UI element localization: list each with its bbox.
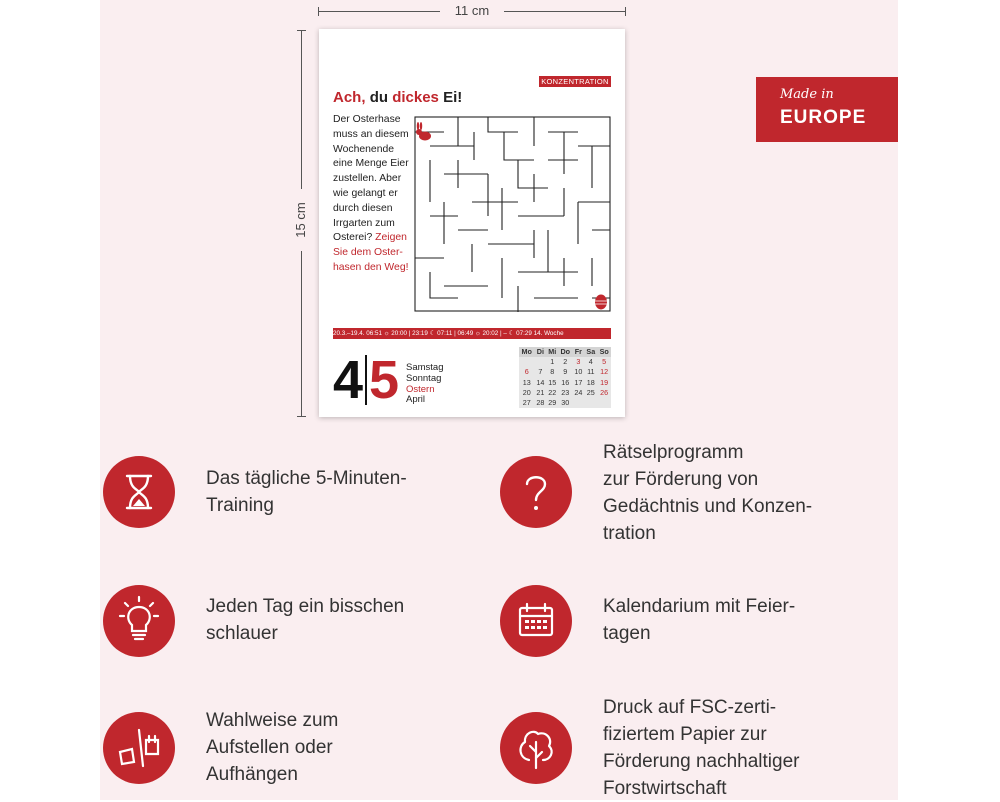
mini-calendar-day: 24 <box>574 387 583 397</box>
puzzle-description <box>333 113 409 276</box>
feature-line: Druck auf FSC-zerti- <box>603 697 777 718</box>
mini-calendar-weekday: Do <box>558 347 572 357</box>
mini-calendar-day: 7 <box>538 367 543 377</box>
easter-egg-icon <box>595 295 607 310</box>
day-names <box>406 363 444 406</box>
feature-line: zur Förderung von <box>603 469 759 490</box>
description-line: Sie dem Oster- <box>333 247 403 259</box>
feature-smarter-daily <box>206 593 476 647</box>
tree-icon <box>500 712 572 784</box>
rabbit-icon <box>416 122 431 141</box>
feature-daily-training <box>206 465 476 519</box>
feature-line: Aufstellen oder <box>206 737 333 758</box>
date-sunday-number: 5 <box>369 350 400 410</box>
mini-calendar-week-row <box>519 367 611 377</box>
category-tag: KONZENTRATION <box>539 76 611 87</box>
mini-calendar-day: 11 <box>587 367 595 377</box>
mini-calendar-day: 5 <box>602 357 607 367</box>
mini-calendar-week-row <box>519 378 611 388</box>
calendar-icon <box>500 585 572 657</box>
mini-calendar-day: 22 <box>548 387 557 397</box>
feature-line: fiziertem Papier zur <box>603 724 767 745</box>
mini-calendar-weekday: Sa <box>584 347 597 357</box>
date-divider <box>365 355 367 405</box>
feature-line: Jeden Tag ein bisschen <box>206 596 405 617</box>
mini-calendar-day: 21 <box>536 387 545 397</box>
mini-calendar-day: 25 <box>586 387 595 397</box>
question-mark-icon <box>500 456 572 528</box>
title-part-1: Ach, <box>333 89 366 106</box>
title-part-2: du <box>369 89 389 106</box>
mini-calendar-day: 14 <box>536 377 545 387</box>
feature-puzzle-program <box>603 439 873 547</box>
feature-line: tagen <box>603 623 651 644</box>
mini-calendar-day: 30 <box>561 398 570 408</box>
month-name: April <box>406 394 426 406</box>
mini-calendar-day <box>519 357 534 367</box>
description-line: Der Osterhase <box>333 114 401 125</box>
made-in-europe-badge <box>756 77 898 142</box>
mini-calendar-day: 15 <box>548 377 557 387</box>
title-part-3: dickes <box>392 89 439 106</box>
mini-calendar-day: 9 <box>563 367 568 377</box>
mini-calendar-week-row <box>519 398 611 408</box>
mini-calendar-day: 3 <box>576 357 581 367</box>
description-line: durch diesen <box>333 202 393 214</box>
mini-calendar-day <box>572 398 584 408</box>
mini-calendar-day: 10 <box>574 367 583 377</box>
mini-calendar-day <box>597 398 611 408</box>
mini-calendar-day: 19 <box>600 377 609 387</box>
mini-calendar-day: 8 <box>550 367 555 377</box>
feature-stand-or-hang <box>206 707 476 788</box>
mini-calendar-day <box>534 357 546 367</box>
mini-calendar-weekday: Mo <box>519 347 534 357</box>
mini-calendar-day: 28 <box>536 398 545 408</box>
lightbulb-icon <box>103 585 175 657</box>
mini-calendar-day: 12 <box>600 367 609 377</box>
description-line: muss an diesem <box>333 128 409 140</box>
feature-line: Rätselprogramm <box>603 442 744 463</box>
mini-calendar-weekday: So <box>597 347 611 357</box>
mini-calendar-weekday: Di <box>534 347 546 357</box>
description-line: Irrgarten zum <box>333 217 395 229</box>
maze-puzzle <box>414 116 611 312</box>
feature-fsc-paper <box>603 694 873 802</box>
feature-line: Wahlweise zum <box>206 710 339 731</box>
description-line: Wochenende <box>333 143 395 155</box>
calendar-page-preview <box>319 29 625 417</box>
holiday-name: Ostern <box>406 383 435 395</box>
badge-made-in: Made in <box>780 87 834 102</box>
description-highlight: Zeigen <box>375 232 407 244</box>
feature-line: Gedächtnis und Konzen- <box>603 496 813 517</box>
mini-calendar-day: 2 <box>563 357 568 367</box>
date-saturday-number: 4 <box>333 350 364 410</box>
mini-calendar-week-row <box>519 357 611 367</box>
feature-line: Kalendarium mit Feier- <box>603 596 796 617</box>
hourglass-icon <box>103 456 175 528</box>
mini-calendar-day: 29 <box>548 398 557 408</box>
height-dimension-label: 15 cm <box>291 189 311 251</box>
mini-calendar-day: 13 <box>522 377 531 387</box>
mini-calendar-day: 17 <box>574 377 583 387</box>
title-part-4: Ei! <box>443 89 463 106</box>
mini-calendar-day: 26 <box>600 387 609 397</box>
puzzle-title <box>333 89 462 106</box>
width-dimension-label: 11 cm <box>440 0 504 22</box>
mini-calendar-day: 6 <box>524 367 529 377</box>
description-line: hasen den Weg! <box>333 261 409 273</box>
mini-calendar-day: 27 <box>522 398 531 408</box>
feature-line: schlauer <box>206 623 278 644</box>
description-text: Osterei? <box>333 232 373 244</box>
mini-calendar-day: 4 <box>588 357 593 367</box>
mini-calendar-day: 23 <box>561 387 570 397</box>
description-line: eine Menge Eier <box>333 158 409 170</box>
mini-calendar-day: 20 <box>522 387 531 397</box>
description-line: zustellen. Aber <box>333 173 402 185</box>
description-line <box>333 231 409 246</box>
mini-calendar-day: 18 <box>586 377 595 387</box>
day-name: Sonntag <box>406 372 442 384</box>
description-line: wie gelangt er <box>333 187 398 199</box>
feature-line: Training <box>206 495 274 516</box>
mini-calendar-day <box>584 398 597 408</box>
feature-holiday-calendar <box>603 593 873 647</box>
mini-calendar-week-row <box>519 388 611 398</box>
mini-calendar-day: 1 <box>550 357 555 367</box>
feature-line: tration <box>603 523 656 544</box>
badge-region: EUROPE <box>780 107 867 128</box>
mini-calendar-header-row <box>519 347 611 357</box>
mini-month-calendar <box>519 347 611 408</box>
mini-calendar-weekday: Fr <box>572 347 584 357</box>
stand-hang-icon <box>103 712 175 784</box>
mini-calendar-day: 16 <box>561 377 570 387</box>
feature-line: Aufhängen <box>206 764 298 785</box>
feature-line: Förderung nachhaltiger <box>603 751 800 772</box>
feature-line: Forstwirtschaft <box>603 778 727 799</box>
day-name: Samstag <box>406 362 444 373</box>
mini-calendar-weekday: Mi <box>548 347 557 356</box>
feature-line: Das tägliche 5-Minuten- <box>206 468 407 489</box>
info-strip: 20.3.–19.4. 06:51 ☼ 20:00 | 23:19 ☾ 07:11 | 06:49 ☼ 20:02 | – ☾ 07:29 14. Woche <box>333 328 611 339</box>
